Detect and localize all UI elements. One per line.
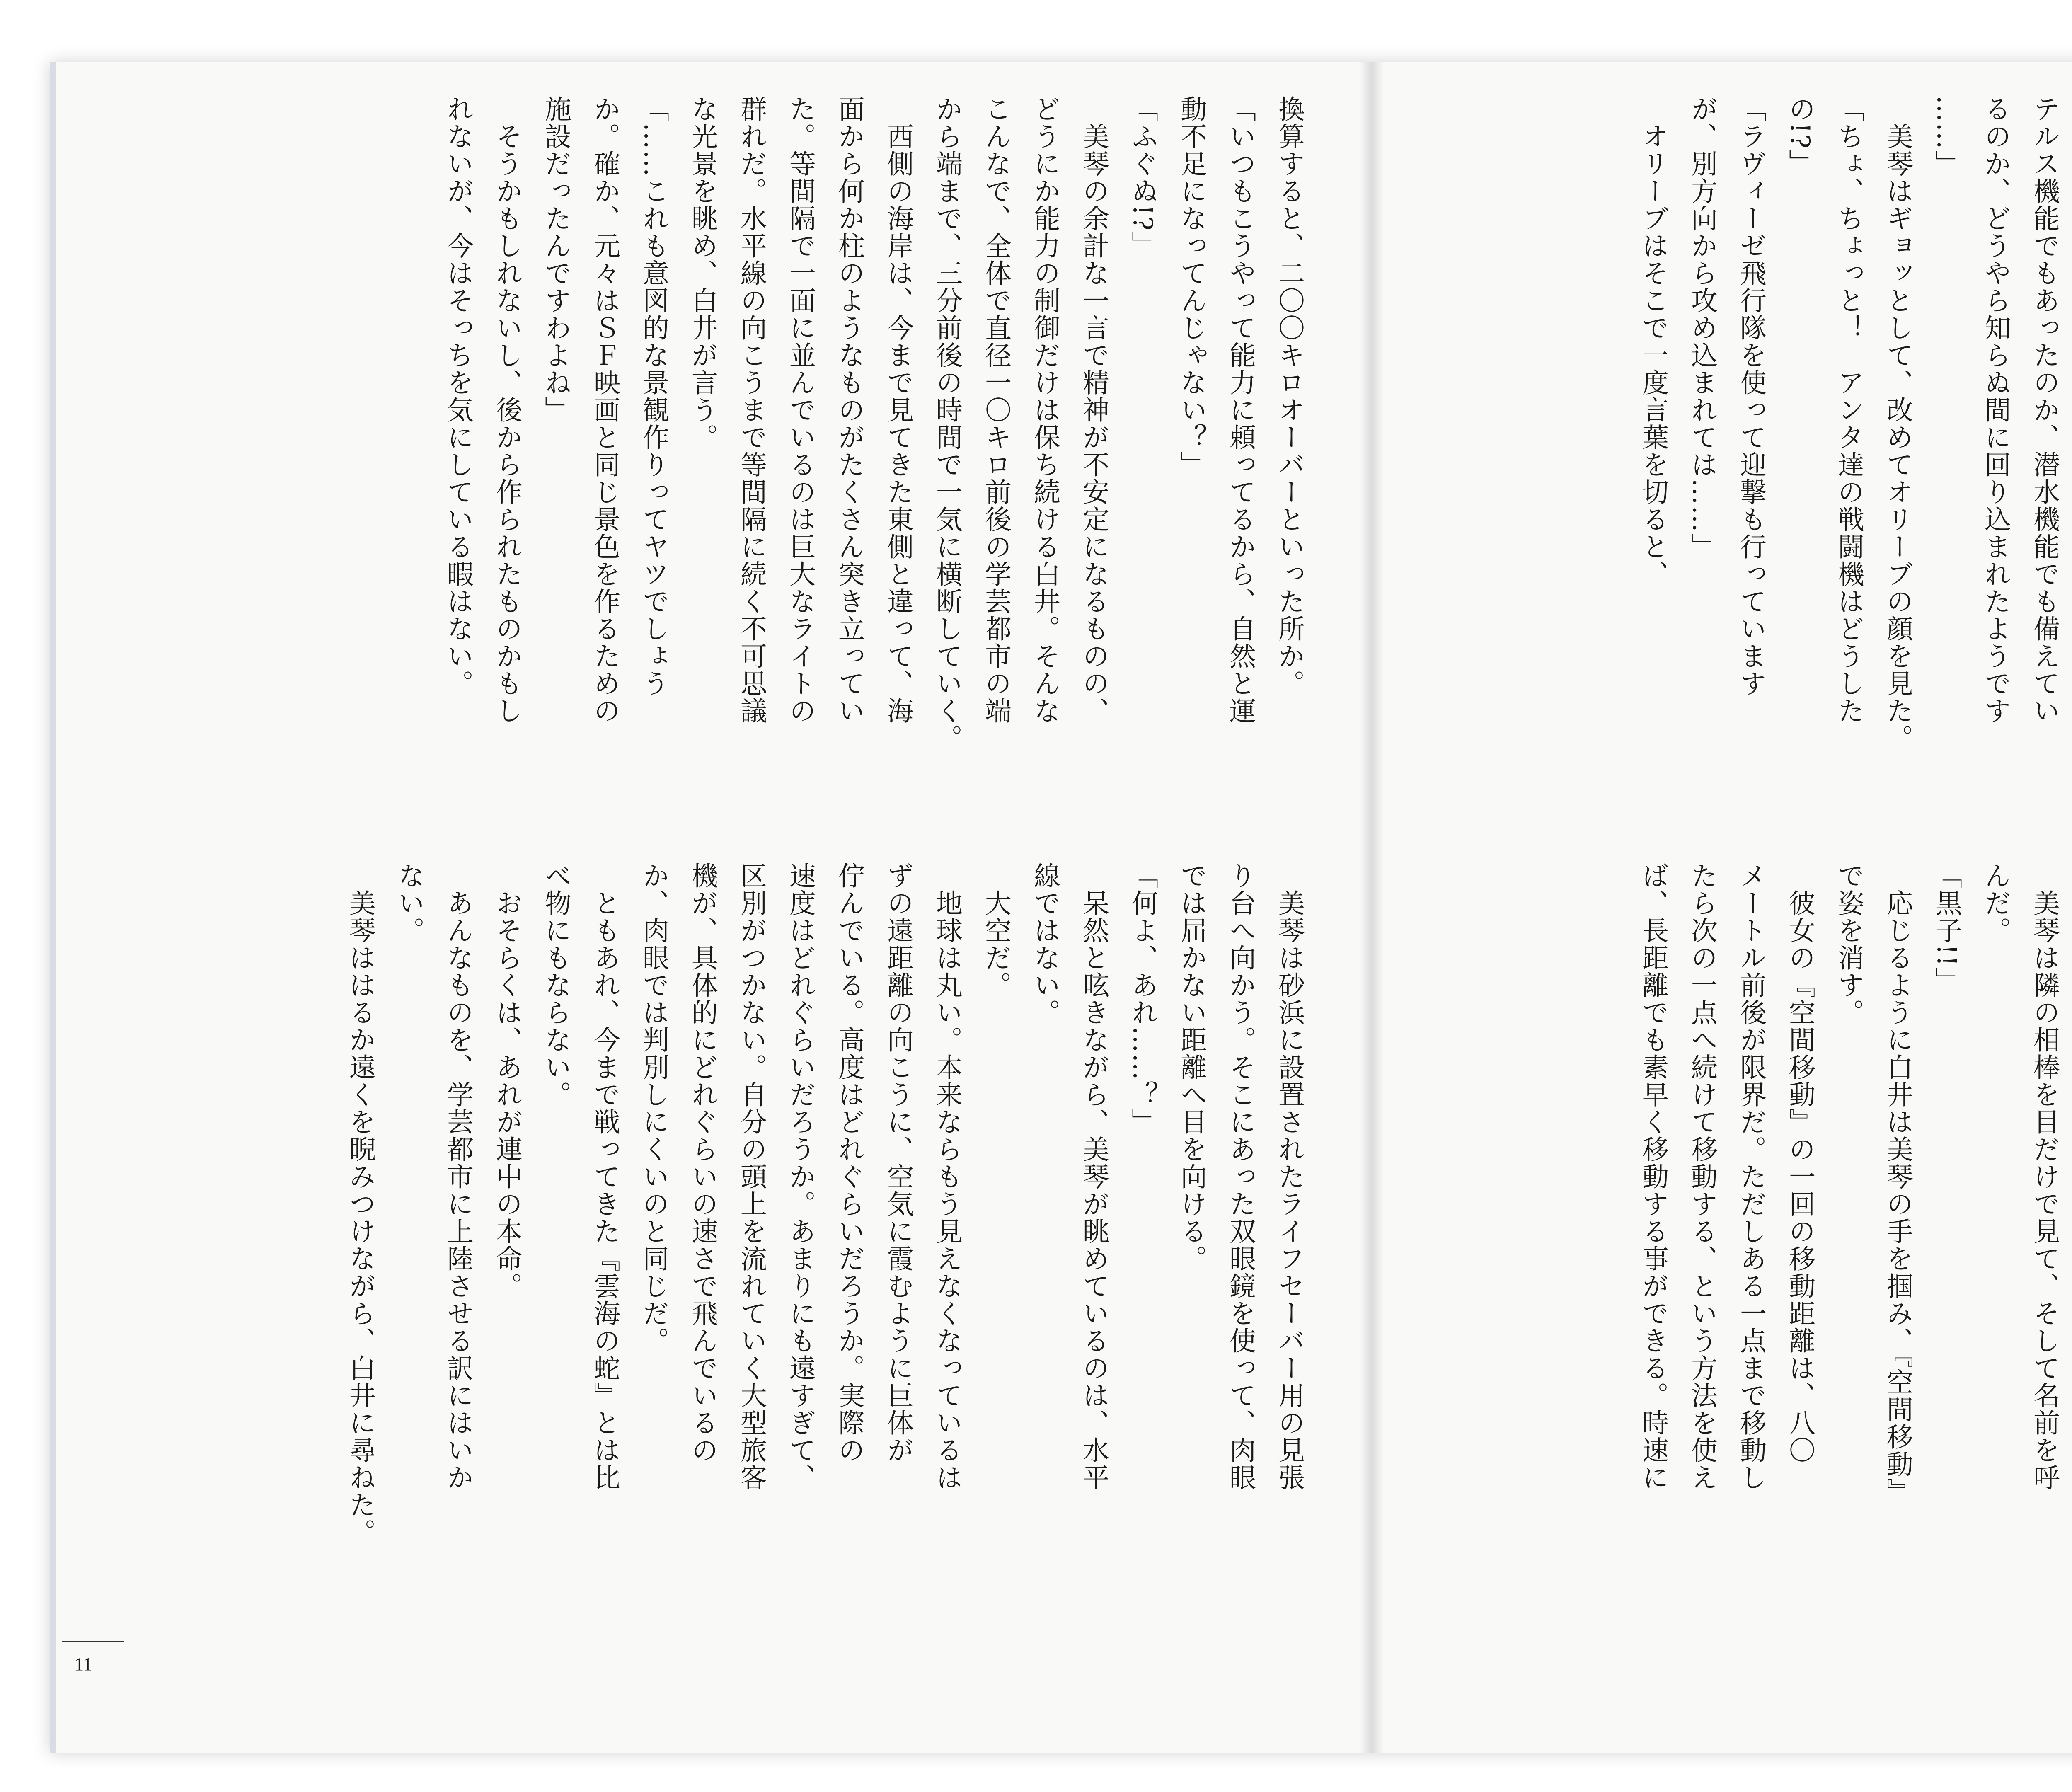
text-line: ……」 (1931, 95, 1962, 177)
text-line: 「ふぐぬ!?」 (1127, 95, 1158, 259)
text-line: 区別がつかない。自分の頭上を流れていく大型旅客 (736, 862, 767, 1491)
text-line: 「ラヴィーゼ飛行隊を使って迎撃も行っています (1736, 95, 1766, 697)
text-line: 「黒子!!」 (1931, 862, 1962, 995)
text-line: 「……これも意図的な景観作りってヤツでしょう (638, 95, 669, 697)
text-line: 「ちょ、ちょっと！ アンタ達の戦闘機はどうした (1833, 95, 1864, 724)
text-line: 地球は丸い。本来ならもう見えなくなっているは (932, 862, 962, 1491)
text-line: そうかもしれないし、後から作られたものかもし (491, 95, 522, 724)
text-line: ずの遠距離の向こうに、空気に霞むように巨体が (883, 862, 913, 1464)
text-line: あんなものを、学芸都市に上陸させる訳にはいか (443, 862, 473, 1491)
text-line: おそらくは、あれが連中の本命。 (491, 862, 522, 1300)
book-gutter (1359, 62, 1384, 1753)
text-line: 「いつもこうやって能力に頼ってるから、自然と運 (1225, 95, 1256, 724)
text-line: か。確か、元々はＳＦ映画と同じ景色を作るための (589, 95, 620, 724)
text-line: 機が、具体的にどれぐらいの速さで飛んでいるの (687, 862, 718, 1464)
text-line: べ物にもならない。 (540, 862, 571, 1108)
text-line: ば、長距離でも素早く移動する事ができる。時速に (1638, 862, 1668, 1491)
text-line: から端まで、三分前後の時間で一気に横断していく。 (932, 95, 962, 752)
text-line: た。等間隔で一面に並んでいるのは巨大なライトの (785, 95, 816, 724)
text-line: こんなで、全体で直径一〇キロ前後の学芸都市の端 (980, 95, 1011, 724)
text-line (2069, 95, 2072, 850)
text-line: 美琴は隣の相棒を目だけで見て、そして名前を呼 (2029, 862, 2060, 1491)
text-line: の!?」 (1784, 95, 1815, 177)
text-line: 応じるように白井は美琴の手を掴み、『空間移動』 (1882, 862, 1913, 1505)
text-line: んだ。 (1980, 862, 2011, 944)
text-line: か、肉眼では判別しにくいのと同じだ。 (638, 862, 669, 1354)
text-line: 呆然と呟きながら、美琴が眺めているのは、水平 (1078, 862, 1109, 1491)
text-line: り台へ向かう。そこにあった双眼鏡を使って、肉眼 (1225, 862, 1256, 1491)
text-line: メートル前後が限界だ。ただしある一点まで移動し (1736, 862, 1766, 1491)
text-line: で姿を消す。 (1833, 862, 1864, 1026)
right-page-lower-text (1426, 862, 2072, 1591)
text-line: 美琴は砂浜に設置されたライフセーバー用の見張 (1274, 862, 1305, 1491)
page-number-rule-left (62, 1641, 124, 1642)
text-line: たら次の一点へ続けて移動する、という方法を使え (1687, 862, 1717, 1491)
text-line: 「何よ、あれ……？」 (1127, 862, 1158, 1136)
text-line: 群れだ。水平線の向こうまで等間隔に続く不可思議 (736, 95, 767, 724)
text-line: な光景を眺め、白井が言う。 (687, 95, 718, 451)
text-line: 動不足になってんじゃない？」 (1176, 95, 1207, 478)
text-line (2069, 862, 2072, 1591)
text-line: 佇んでいる。高度はどれぐらいだろうか。実際の (834, 862, 864, 1464)
text-line: 速度はどれぐらいだろうか。あまりにも遠すぎて、 (785, 862, 816, 1491)
text-line: れないが、今はそっちを気にしている暇はない。 (443, 95, 473, 697)
text-line: どうにか能力の制御だけは保ち続ける白井。そんな (1029, 95, 1060, 724)
text-line: るのか、どうやら知らぬ間に回り込まれたようです (1980, 95, 2011, 724)
page-number-left: 11 (75, 1654, 92, 1674)
text-line: 美琴の余計な一言で精神が不安定になるものの、 (1078, 95, 1109, 724)
text-line: 施設だったんですわよね」 (540, 95, 571, 424)
text-line: ともあれ、今まで戦ってきた『雲海の蛇』とは比 (589, 862, 620, 1491)
text-line: 線ではない。 (1029, 862, 1060, 1026)
text-line: 換算すると、二〇〇キロオーバーといった所か。 (1274, 95, 1305, 697)
text-line: 大空だ。 (980, 862, 1011, 999)
text-line: 面から何か柱のようなものがたくさん突き立ってい (834, 95, 864, 724)
text-line: では届かない距離へ目を向ける。 (1176, 862, 1207, 1272)
text-line: オリーブはそこで一度言葉を切ると、 (1638, 95, 1668, 588)
text-line: ない。 (394, 862, 424, 944)
left-page-upper-text (137, 95, 1314, 850)
text-line: が、別方向から攻め込まれては……」 (1687, 95, 1717, 560)
text-line: 彼女の『空間移動』の一回の移動距離は、八〇 (1784, 862, 1815, 1464)
text-line: 西側の海岸は、今まで見てきた東側と違って、海 (883, 95, 913, 724)
right-page-upper-text (1426, 95, 2072, 850)
text-line: 美琴ははるか遠くを睨みつけながら、白井に尋ねた。 (345, 862, 375, 1546)
left-page-lower-text (137, 862, 1314, 1591)
text-line: 美琴はギョッとして、改めてオリーブの顔を見た。 (1882, 95, 1913, 752)
text-line: テルス機能でもあったのか、潜水機能でも備えてい (2029, 95, 2060, 724)
